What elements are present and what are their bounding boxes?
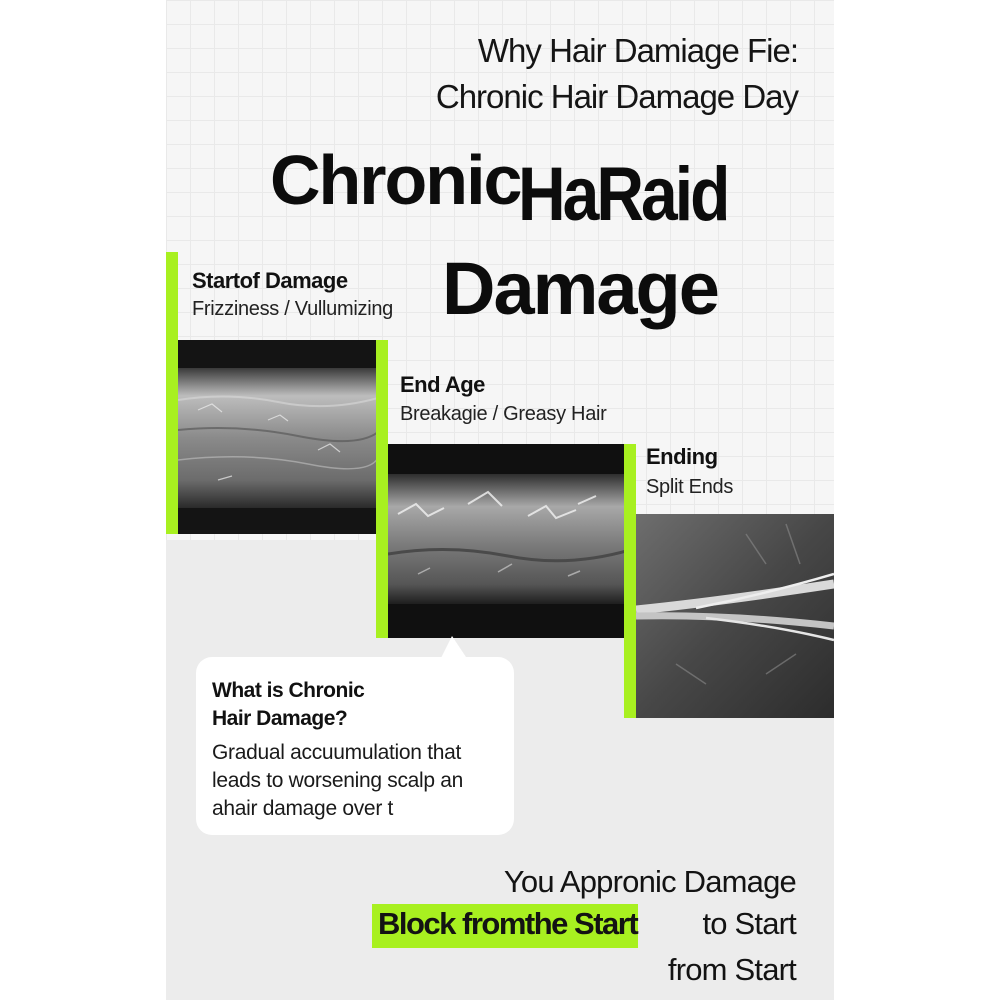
headline-word-3: Damage — [442, 247, 718, 330]
cta-line-1: You Appronic Damage — [503, 864, 796, 899]
bubble-body-line-1: Gradual accuumulation that — [212, 741, 462, 764]
headline-word-2: HaRaid — [518, 151, 728, 237]
cta-line-3: from Start — [667, 952, 796, 987]
stage-2-title: End Age — [400, 372, 485, 397]
bubble-body-line-2: leads to worsening scalp an — [212, 769, 464, 792]
stage-1-accent-bar — [166, 252, 178, 534]
header-line-1: Why Hair Damiage Fie: — [477, 32, 798, 69]
stage-1-title: Startof Damage — [192, 268, 348, 293]
bubble-title-line-2: Hair Damage? — [212, 707, 348, 730]
stage-2-hair-micrograph — [388, 444, 630, 638]
stage-2-description: Breakagie / Greasy Hair — [400, 403, 607, 425]
bubble-body-line-3: ahair damage over t — [212, 797, 394, 820]
stage-3-title: Ending — [646, 444, 718, 469]
header-line-2: Chronic Hair Damage Day — [435, 78, 798, 115]
info-bubble — [196, 657, 514, 835]
stage-1-description: Frizziness / Vullumizing — [192, 298, 394, 320]
infographic-panel — [166, 0, 834, 1000]
bubble-title-line-1: What is Chronic — [212, 679, 365, 702]
headline-word-1: Chronic — [270, 141, 521, 219]
stage-3-description: Split Ends — [646, 476, 734, 498]
stage-2-accent-bar — [376, 340, 388, 638]
stage-3-hair-micrograph — [636, 514, 834, 718]
stage-3-accent-bar — [624, 444, 636, 718]
cta-highlight-text: Block fromthe Start — [378, 906, 638, 941]
stage-1-hair-micrograph — [178, 340, 378, 534]
cta-line-2-rest: to Start — [702, 906, 796, 941]
